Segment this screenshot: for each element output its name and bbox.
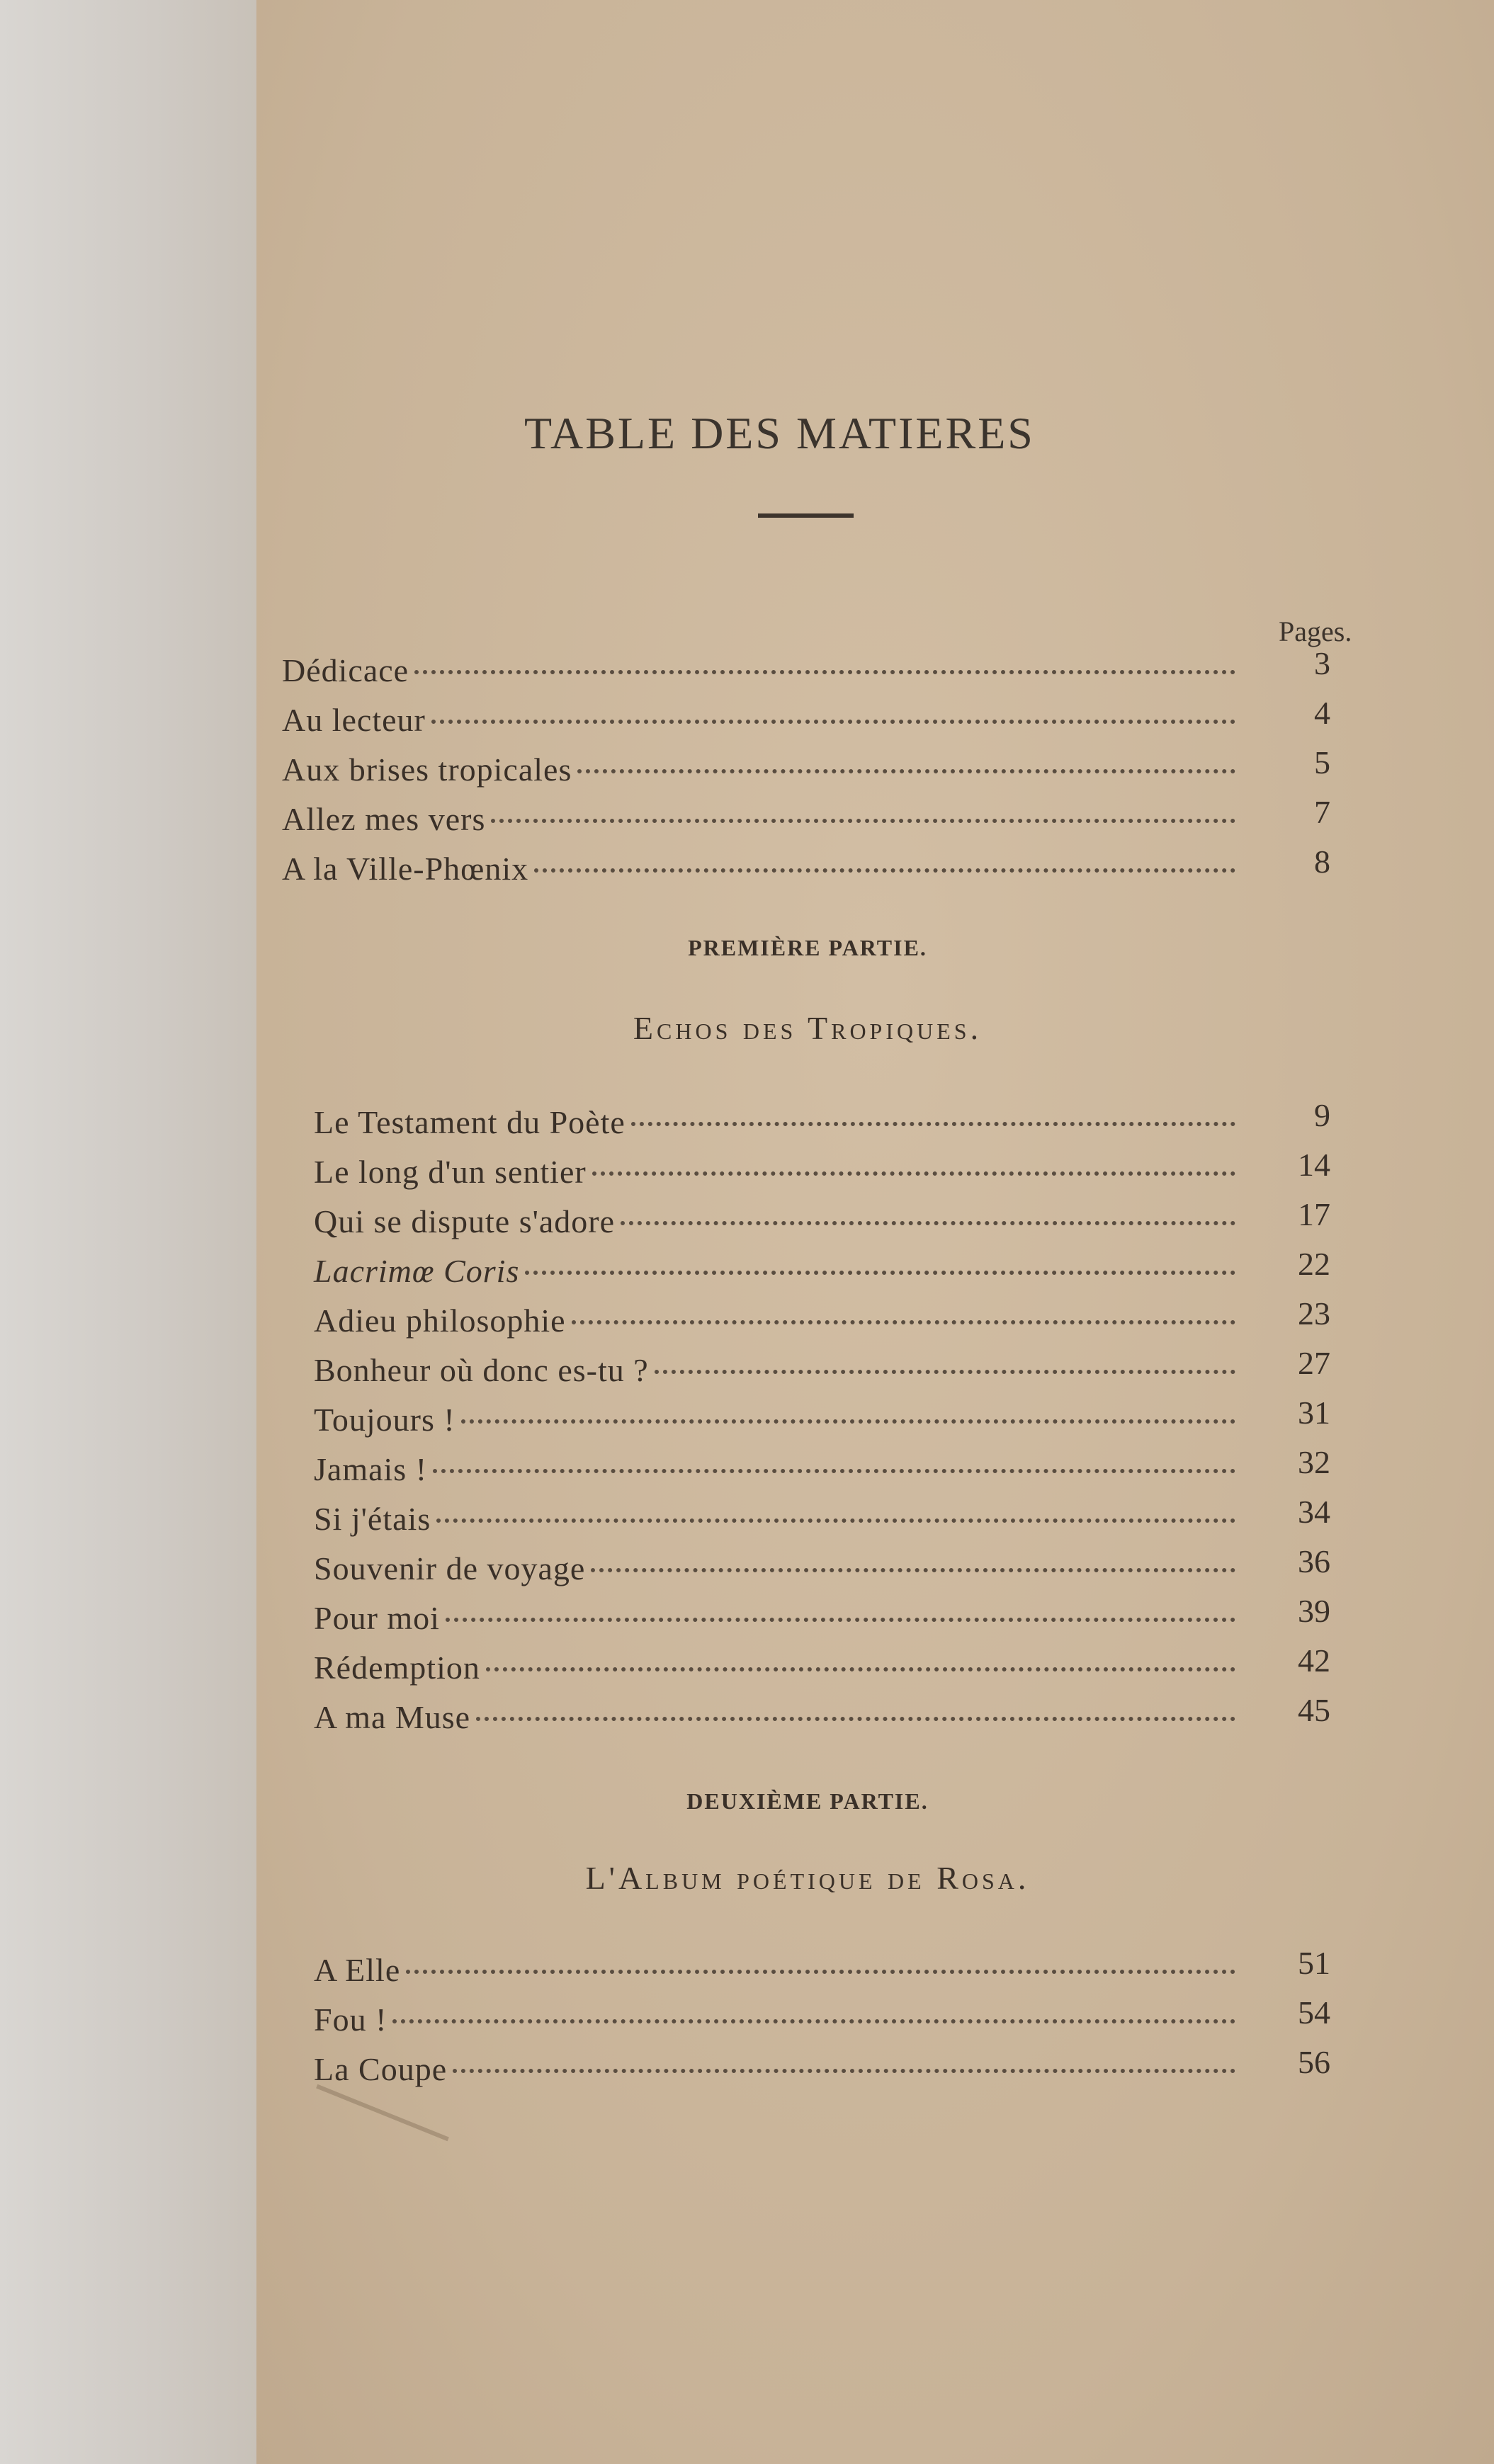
toc-entry-title: A ma Muse <box>314 1699 471 1735</box>
tissue-overlay <box>0 0 256 2464</box>
toc-entry-page: 56 <box>1298 2044 1330 2080</box>
pages-column-label: Pages. <box>1279 615 1352 647</box>
dot-leader <box>631 1089 1235 1126</box>
section-heading: L'Album poétique de Rosa. <box>585 1860 1030 1896</box>
toc-entry-title: Dédicace <box>282 652 409 688</box>
toc-entry <box>282 744 1330 788</box>
toc-entry-page: 23 <box>1298 1295 1330 1332</box>
toc-entry-page: 3 <box>1314 645 1330 681</box>
dot-leader <box>592 1139 1235 1176</box>
dot-leader <box>591 1535 1235 1572</box>
toc-entry-title: Souvenir de voyage <box>314 1550 586 1586</box>
dot-leader <box>486 1635 1235 1671</box>
toc-entry-title: Bonheur où donc es-tu ? <box>314 1352 649 1388</box>
toc-entry-page: 54 <box>1298 1994 1330 2031</box>
dot-leader <box>525 1238 1235 1275</box>
dot-leader <box>491 786 1235 823</box>
toc-entry-title: Jamais ! <box>314 1451 428 1487</box>
toc-entry <box>282 793 1330 837</box>
dot-leader <box>476 1684 1235 1721</box>
toc-entry <box>314 1592 1330 1636</box>
toc-entry-page: 8 <box>1314 844 1330 880</box>
dot-leader <box>655 1337 1235 1374</box>
toc-entry <box>314 1394 1330 1438</box>
toc-entry <box>314 1443 1330 1487</box>
dot-leader <box>572 1288 1235 1324</box>
toc-entry-page: 14 <box>1298 1147 1330 1183</box>
toc-entry-page: 51 <box>1298 1945 1330 1981</box>
toc-entry <box>314 2043 1330 2087</box>
toc-entry-title: A la Ville-Phœnix <box>282 851 529 887</box>
toc-entry <box>314 1096 1330 1140</box>
toc-entry <box>314 1146 1330 1190</box>
toc-entry-title: Toujours ! <box>314 1402 455 1438</box>
toc-entry-page: 27 <box>1298 1345 1330 1381</box>
dot-leader <box>406 1937 1235 1974</box>
toc-entry <box>314 1691 1330 1735</box>
toc-entry-page: 39 <box>1298 1593 1330 1629</box>
dot-leader <box>577 737 1235 773</box>
toc-entry-page: 4 <box>1314 695 1330 731</box>
toc-entry-title: Adieu philosophie <box>314 1302 566 1339</box>
dot-leader <box>433 1436 1235 1473</box>
toc-entry-title: Le long d'un sentier <box>314 1154 587 1190</box>
toc-entry-page: 32 <box>1298 1444 1330 1480</box>
toc-entry <box>314 1642 1330 1686</box>
toc-entry-page: 34 <box>1298 1494 1330 1530</box>
dot-leader <box>446 1585 1235 1622</box>
dot-leader <box>534 836 1235 873</box>
dot-leader <box>414 637 1235 674</box>
toc-entry <box>282 843 1330 887</box>
section-heading: Echos des Tropiques. <box>633 1010 983 1046</box>
toc-entry-title: Lacrimœ Coris <box>314 1253 520 1289</box>
toc-entry-page: 5 <box>1314 744 1330 780</box>
toc-entry-page: 42 <box>1298 1642 1330 1679</box>
toc-entry-title: Qui se dispute s'adore <box>314 1203 616 1239</box>
toc-entry <box>282 694 1330 738</box>
toc-entry <box>314 1295 1330 1339</box>
toc-entry-title: Aux brises tropicales <box>282 751 572 788</box>
toc-entry-title: Fou ! <box>314 2002 387 2038</box>
toc-entry-title: Le Testament du Poète <box>314 1104 626 1140</box>
toc-entry <box>314 1944 1330 1988</box>
title-rule <box>758 513 854 518</box>
toc-entry <box>282 645 1330 688</box>
toc-entry <box>314 1245 1330 1289</box>
dot-leader <box>621 1188 1235 1225</box>
toc-entry-page: 45 <box>1298 1692 1330 1728</box>
toc-entry-title: Au lecteur <box>282 702 426 738</box>
toc-entry-page: 9 <box>1314 1097 1330 1133</box>
toc-entry-title: La Coupe <box>314 2051 448 2087</box>
toc-entry <box>314 1543 1330 1586</box>
toc-entry-page: 36 <box>1298 1543 1330 1579</box>
toc-entry-page: 31 <box>1298 1395 1330 1431</box>
toc-entry-page: 7 <box>1314 794 1330 830</box>
toc-entry <box>314 1994 1330 2038</box>
part-label: PREMIÈRE PARTIE. <box>688 935 927 960</box>
toc-entry-page: 22 <box>1298 1246 1330 1282</box>
part-label: DEUXIÈME PARTIE. <box>686 1788 929 1814</box>
toc-entry-title: Si j'étais <box>314 1501 431 1537</box>
page-title: TABLE DES MATIERES <box>524 408 1035 458</box>
dot-leader <box>436 1486 1235 1523</box>
toc-entry-title: Pour moi <box>314 1600 440 1636</box>
toc-entry-page: 17 <box>1298 1196 1330 1232</box>
toc-entry <box>314 1493 1330 1537</box>
toc-entry <box>314 1344 1330 1388</box>
toc-entry-title: Allez mes vers <box>282 801 486 837</box>
toc-entry-title: A Elle <box>314 1952 401 1988</box>
dot-leader <box>431 687 1235 724</box>
dot-leader <box>461 1387 1235 1424</box>
toc-entry-title: Rédemption <box>314 1650 480 1686</box>
dot-leader <box>392 1987 1235 2023</box>
dot-leader <box>453 2036 1235 2073</box>
toc-entry <box>314 1196 1330 1239</box>
